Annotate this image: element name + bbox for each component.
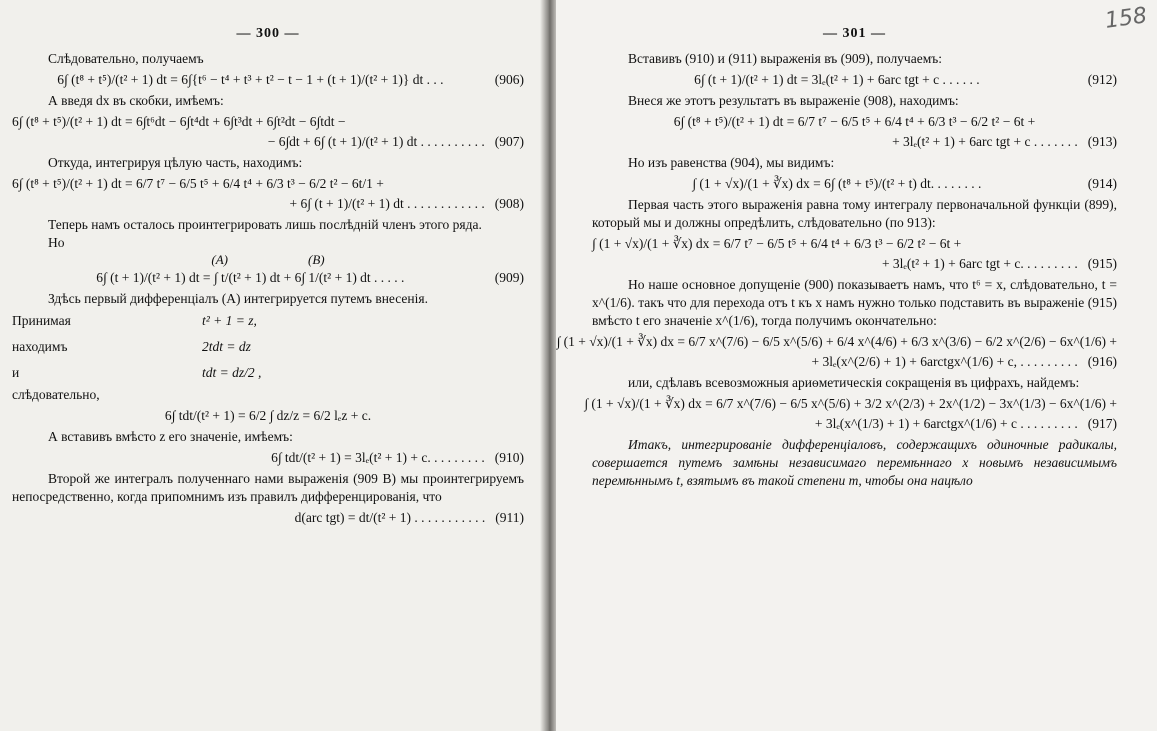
integral-labels	[12, 252, 524, 266]
equation-916a-expr: ∫ (1 + √x)/(1 + ∛x) dx = 6/7 x^(7/6) − 6/5 x^(5/6) + 6/4 x^(4/6) + 6/3 x^(3/6) − 6/2 x^(2/6) − 6x^(1/6) +	[556, 334, 1117, 349]
equation-908a-expr: 6∫ (t⁸ + t⁵)/(t² + 1) dt = 6/7 t⁷ − 6/5 t⁵ + 6/4 t⁴ + 6/3 t³ − 6/2 t² − 6t/1 +	[12, 176, 384, 191]
equation-916a	[556, 334, 1117, 350]
equation-914-expr: ∫ (1 + √x)/(1 + ∛x) dx = 6∫ (t⁸ + t⁵)/(t² + t) dt. . . . . . . .	[692, 176, 982, 191]
equation-909	[12, 270, 524, 286]
equation-912	[592, 72, 1117, 88]
equation-912-expr: 6∫ (t + 1)/(t² + 1) dt = 3lₑ(t² + 1) + 6arc tgt + c . . . . . .	[694, 72, 980, 87]
paragraph-second-integral: Второй же интегралъ полученнаго нами выраженія (909 B) мы проинтегрируемъ непосредственно, когда припомнимъ изъ правилъ дифференцированія, что	[12, 471, 524, 504]
paragraph-remain: Теперь намъ осталось проинтегрировать лишь послѣдній членъ этого ряда.	[48, 217, 482, 232]
equation-907a	[12, 114, 524, 130]
equation-910-number: (910)	[494, 450, 524, 465]
paragraph-conclusion: Итакъ, интегрированіе дифференціаловъ, содержащихъ одиночные радикалы, совершается путемъ замѣны независимаго перемѣннаго x новымъ независимымъ перемѣннымъ t, взятымъ въ такой степени m, чтобы она нацѣло	[592, 437, 1117, 488]
equation-911	[12, 510, 524, 526]
equation-915a	[592, 236, 1117, 252]
equation-917-number: (917)	[1087, 416, 1117, 431]
paragraph-intro: Слѣдовательно, получаемъ	[48, 51, 204, 66]
substitution-label: и	[12, 365, 20, 380]
page-number-right: — 301 —	[823, 26, 886, 41]
equation-909-number: (909)	[494, 270, 524, 285]
equation-915a-expr: ∫ (1 + √x)/(1 + ∛x) dx = 6/7 t⁷ − 6/5 t⁵ + 6/4 t⁴ + 6/3 t³ − 6/2 t² − 6t +	[592, 236, 962, 251]
equation-910-expr: 6∫ tdt/(t² + 1) = 3lₑ(t² + 1) + c. . . . . . . . .	[271, 450, 485, 465]
substitution-row	[12, 360, 524, 386]
paragraph-but: Но	[48, 235, 65, 250]
equation-908b-expr: + 6∫ (t + 1)/(t² + 1) dt . . . . . . . . . . . .	[289, 196, 485, 211]
equation-917a	[584, 396, 1117, 412]
substitution-row	[12, 334, 524, 360]
equation-917b	[592, 416, 1117, 432]
label-a: (A)	[211, 252, 228, 267]
substitution-expr: t² + 1 = z,	[202, 313, 257, 328]
equation-915b-expr: + 3lₑ(t² + 1) + 6arc tgt + c. . . . . . . . .	[881, 256, 1078, 271]
equation-916-number: (916)	[1087, 354, 1117, 369]
equation-906	[12, 72, 524, 88]
paragraph-dx: А введя dx въ скобки, имѣемъ:	[48, 93, 224, 108]
equation-log-expr: 6∫ tdt/(t² + 1) = 6/2 ∫ dz/z = 6/2 lₑz + c.	[164, 408, 372, 423]
substitution-expr: tdt = dz/2 ,	[202, 365, 262, 380]
equation-913b-expr: + 3lₑ(t² + 1) + 6arc tgt + c . . . . . . .	[892, 134, 1078, 149]
right-page	[556, 0, 1157, 731]
paragraph-consequently: слѣдовательно,	[12, 387, 100, 402]
paragraph-basic-assumption: Но наше основное допущеніе (900) показываетъ намъ, что t⁶ = x, слѣдовательно, t = x^(1/6). такъ что для перехода отъ t къ x намъ нужно только подставить въ выраженіе (915) вмѣсто t его значеніе x^(1/6), тогда получимъ окончательно:	[592, 277, 1117, 328]
paragraph-equality: Но изъ равенства (904), мы видимъ:	[628, 155, 835, 170]
equation-913a	[592, 114, 1117, 130]
equation-906-expr: 6∫ (t⁸ + t⁵)/(t² + 1) dt = 6∫{t⁶ − t⁴ + t³ + t² − t − 1 + (t + 1)/(t² + 1)} dt . . .	[57, 72, 444, 87]
equation-911-expr: d(arc tgt) = dt/(t² + 1) . . . . . . . . . . .	[294, 510, 486, 525]
paragraph-insert-910-911: Вставивъ (910) и (911) выраженія въ (909), получаемъ:	[628, 51, 942, 66]
paragraph-result: Внеся же этотъ результатъ въ выраженіе (908), находимъ:	[628, 93, 959, 108]
paragraph-first-part: Первая часть этого выраженія равна тому интегралу первоначальной функціи (899), который мы и должны опредѣлить, слѣдовательно (по 913):	[592, 197, 1117, 230]
substitution-label: Принимая	[12, 313, 71, 328]
substitution-label: находимъ	[12, 339, 68, 354]
equation-log	[12, 408, 524, 424]
equation-911-number: (911)	[495, 510, 524, 525]
equation-917a-expr: ∫ (1 + √x)/(1 + ∛x) dx = 6/7 x^(7/6) − 6/5 x^(5/6) + 3/2 x^(2/3) + 2x^(1/2) − 3x^(1/3) − 6x^(1/6) +	[584, 396, 1117, 411]
equation-913a-expr: 6∫ (t⁸ + t⁵)/(t² + 1) dt = 6/7 t⁷ − 6/5 t⁵ + 6/4 t⁴ + 6/3 t³ − 6/2 t² − 6t +	[673, 114, 1036, 129]
equation-913b	[592, 134, 1117, 150]
equation-908b	[12, 196, 524, 212]
equation-907b	[12, 134, 524, 150]
page-number-left: — 300 —	[236, 26, 300, 41]
paragraph-integrate: Откуда, интегрируя цѣлую часть, находимъ:	[48, 155, 303, 170]
equation-914	[592, 176, 1117, 192]
paragraph-insert: А вставивъ вмѣсто z его значеніе, имѣемъ:	[48, 429, 293, 444]
label-b: (B)	[308, 252, 325, 267]
equation-909-expr: 6∫ (t + 1)/(t² + 1) dt = ∫ t/(t² + 1) dt + 6∫ 1/(t² + 1) dt . . . . .	[96, 270, 405, 285]
equation-912-number: (912)	[1087, 72, 1117, 87]
paragraph-or: или, сдѣлавъ всевозможныя ариѳметическія сокращенія въ цифрахъ, найдемъ:	[628, 375, 1080, 390]
equation-907-number: (907)	[494, 134, 524, 149]
equation-910	[12, 450, 524, 466]
substitution-row	[12, 308, 524, 334]
equation-913-number: (913)	[1087, 134, 1117, 149]
equation-916b-expr: + 3lₑ(x^(2/6) + 1) + 6arctgx^(1/6) + c, . . . . . . . . .	[811, 354, 1078, 369]
substitution-expr: 2tdt = dz	[202, 339, 251, 354]
equation-908-number: (908)	[494, 196, 524, 211]
equation-915b	[592, 256, 1117, 272]
equation-908a	[12, 176, 524, 192]
equation-917b-expr: + 3lₑ(x^(1/3) + 1) + 6arctgx^(1/6) + c . . . . . . . . .	[814, 416, 1078, 431]
left-page	[0, 0, 548, 731]
equation-907a-expr: 6∫ (t⁸ + t⁵)/(t² + 1) dt = 6∫t⁶dt − 6∫t⁴dt + 6∫t³dt + 6∫t²dt − 6∫tdt −	[12, 114, 346, 129]
equation-907b-expr: − 6∫dt + 6∫ (t + 1)/(t² + 1) dt . . . . . . . . . .	[267, 134, 485, 149]
paragraph-first-differential: Здѣсь первый дифференціалъ (A) интегрируется путемъ внесенія.	[48, 291, 428, 306]
equation-906-number: (906)	[494, 72, 524, 87]
equation-916b	[592, 354, 1117, 370]
equation-915-number: (915)	[1087, 256, 1117, 271]
margin-note: 158	[1103, 3, 1149, 34]
equation-914-number: (914)	[1087, 176, 1117, 191]
